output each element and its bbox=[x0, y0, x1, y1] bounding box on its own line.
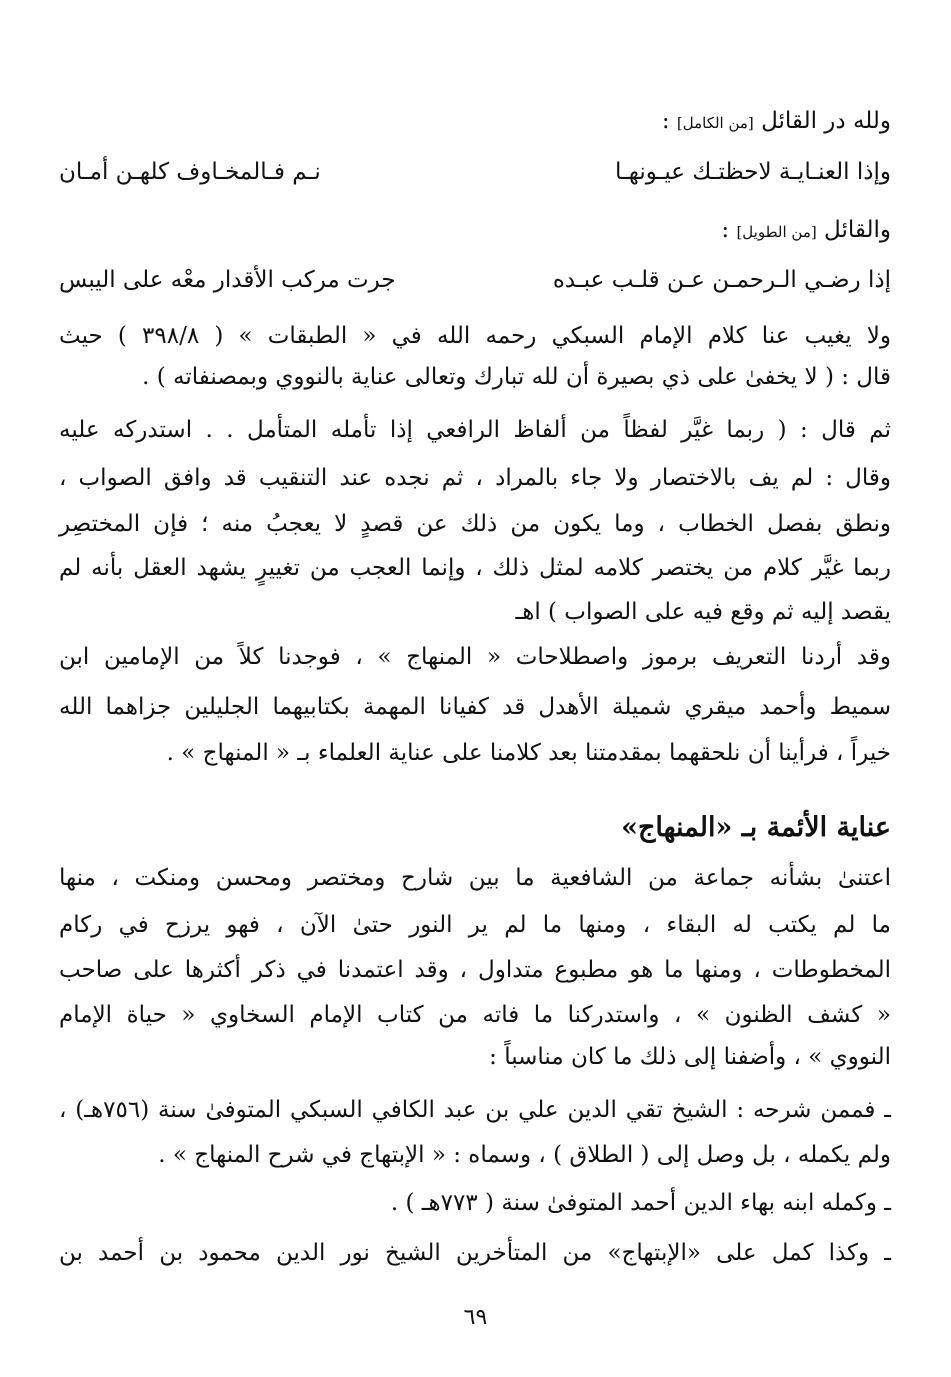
list-item-line: ـ وكذا كمل على «الإبتهاج» من المتأخرين الشيخ نور الدين محمود بن أحمد بن bbox=[59, 1240, 891, 1266]
paragraph-line: ونطق بفصل الخطاب ، وما يكون من ذلك عن قصدٍ لا يعجبُ منه ؛ فإن المختصِر bbox=[59, 511, 891, 537]
page-number: ٦٩ bbox=[463, 1305, 488, 1330]
verse-intro-kamil bbox=[59, 101, 891, 143]
paragraph-line: خيراً ، فرأينا أن نلحقهما بمقدمتنا بعد كلامنا على عناية العلماء بـ « المنهاج » . bbox=[166, 740, 891, 766]
paragraph-line: وقال : لم يف بالاختصار ولا جاء بالمراد ، ثم نجده عند التنقيب قد وافق الصواب ، bbox=[59, 465, 891, 491]
paragraph-line: المخطوطات ، ومنها ما هو مطبوع متداول ، وقد اعتمدنا في ذكر أكثرها على صاحب bbox=[59, 957, 891, 983]
paragraph-line: ولا يغيب عنا كلام الإمام السبكي رحمه الله في « الطبقات » ( ٣٩٨/٨ ) حيث bbox=[59, 323, 891, 349]
verse-hemistich-second: نـم فـالمخـاوف كلهـن أمـان bbox=[59, 159, 321, 185]
meter-label: [من الطويل] bbox=[736, 223, 817, 241]
intro-colon: : bbox=[661, 108, 677, 134]
list-item-line: ولم يكمله ، بل وصل إلى ( الطلاق ) ، وسماه : « الإبتهاج في شرح المنهاج » . bbox=[158, 1142, 891, 1168]
paragraph-line: وقد أردنا التعريف برموز واصطلاحات « المنهاج » ، فوجدنا كلاً من الإمامين ابن bbox=[59, 644, 891, 670]
paragraph-line: ثم قال : ( ربما غيَّر لفظاً من ألفاظ الرافعي إذا تأمله المتأمل . . استدركه عليه bbox=[59, 417, 891, 443]
list-item-line: ـ فممن شرحه : الشيخ تقي الدين علي بن عبد الكافي السبكي المتوفىٰ سنة (٧٥٦هـ) ، bbox=[59, 1097, 892, 1123]
verse-hemistich-first: وإذا العنـايـة لاحظتـك عيـونهـا bbox=[614, 159, 891, 185]
paragraph-line: ما لم يكتب له البقاء ، ومنها ما لم ير النور حتىٰ الآن ، فهو يرزح في ركام bbox=[59, 912, 891, 938]
poem-verse bbox=[59, 260, 891, 300]
verse-hemistich-second: جرت مركب الأقدار معْه على اليبس bbox=[59, 267, 396, 293]
paragraph-line: « كشف الظنون » ، واستدركنا ما فاته من كتاب الإمام السخاوي « حياة الإمام bbox=[59, 1002, 891, 1028]
paragraph-line: سميط وأحمد ميقري شميلة الأهدل قد كفيانا المهمة بكتابيهما الجليلين جزاهما الله bbox=[59, 694, 891, 720]
verse-hemistich-first: إذا رضـي الـرحمـن عـن قلـب عبـده bbox=[552, 267, 891, 293]
paragraph-line: ربما غيَّر كلام من يختصر كلامه لمثل ذلك ، وإنما العجب من تغييرٍ يشهد العقل بأنه لم bbox=[59, 555, 891, 581]
paragraph-line: النووي » ، وأضفنا إلى ذلك ما كان مناسباً : bbox=[489, 1044, 891, 1070]
intro-text: ولله در القائل bbox=[753, 108, 891, 134]
paragraph-line: اعتنىٰ بشأنه جماعة من الشافعية ما بين شارح ومختصر ومحسن ومنكت ، منها bbox=[59, 865, 891, 891]
list-item-line: ـ وكمله ابنه بهاء الدين أحمد المتوفىٰ سنة ( ٧٧٣هـ ) . bbox=[390, 1190, 891, 1216]
paragraph-line: قال : ( لا يخفىٰ على ذي بصيرة أن لله تبارك وتعالى عناية بالنووي وبمصنفاته ) . bbox=[142, 364, 891, 390]
section-heading: عناية الأئمة بـ «المنهاج» bbox=[621, 812, 891, 843]
intro-colon: : bbox=[721, 217, 737, 243]
poem-verse bbox=[59, 152, 891, 192]
meter-label: [من الكامل] bbox=[676, 114, 754, 132]
paragraph-line: يقصد إليه ثم وقع فيه على الصواب ) اهـ bbox=[515, 599, 891, 625]
verse-intro-tawil bbox=[59, 210, 891, 252]
intro-text: والقائل bbox=[816, 217, 891, 243]
